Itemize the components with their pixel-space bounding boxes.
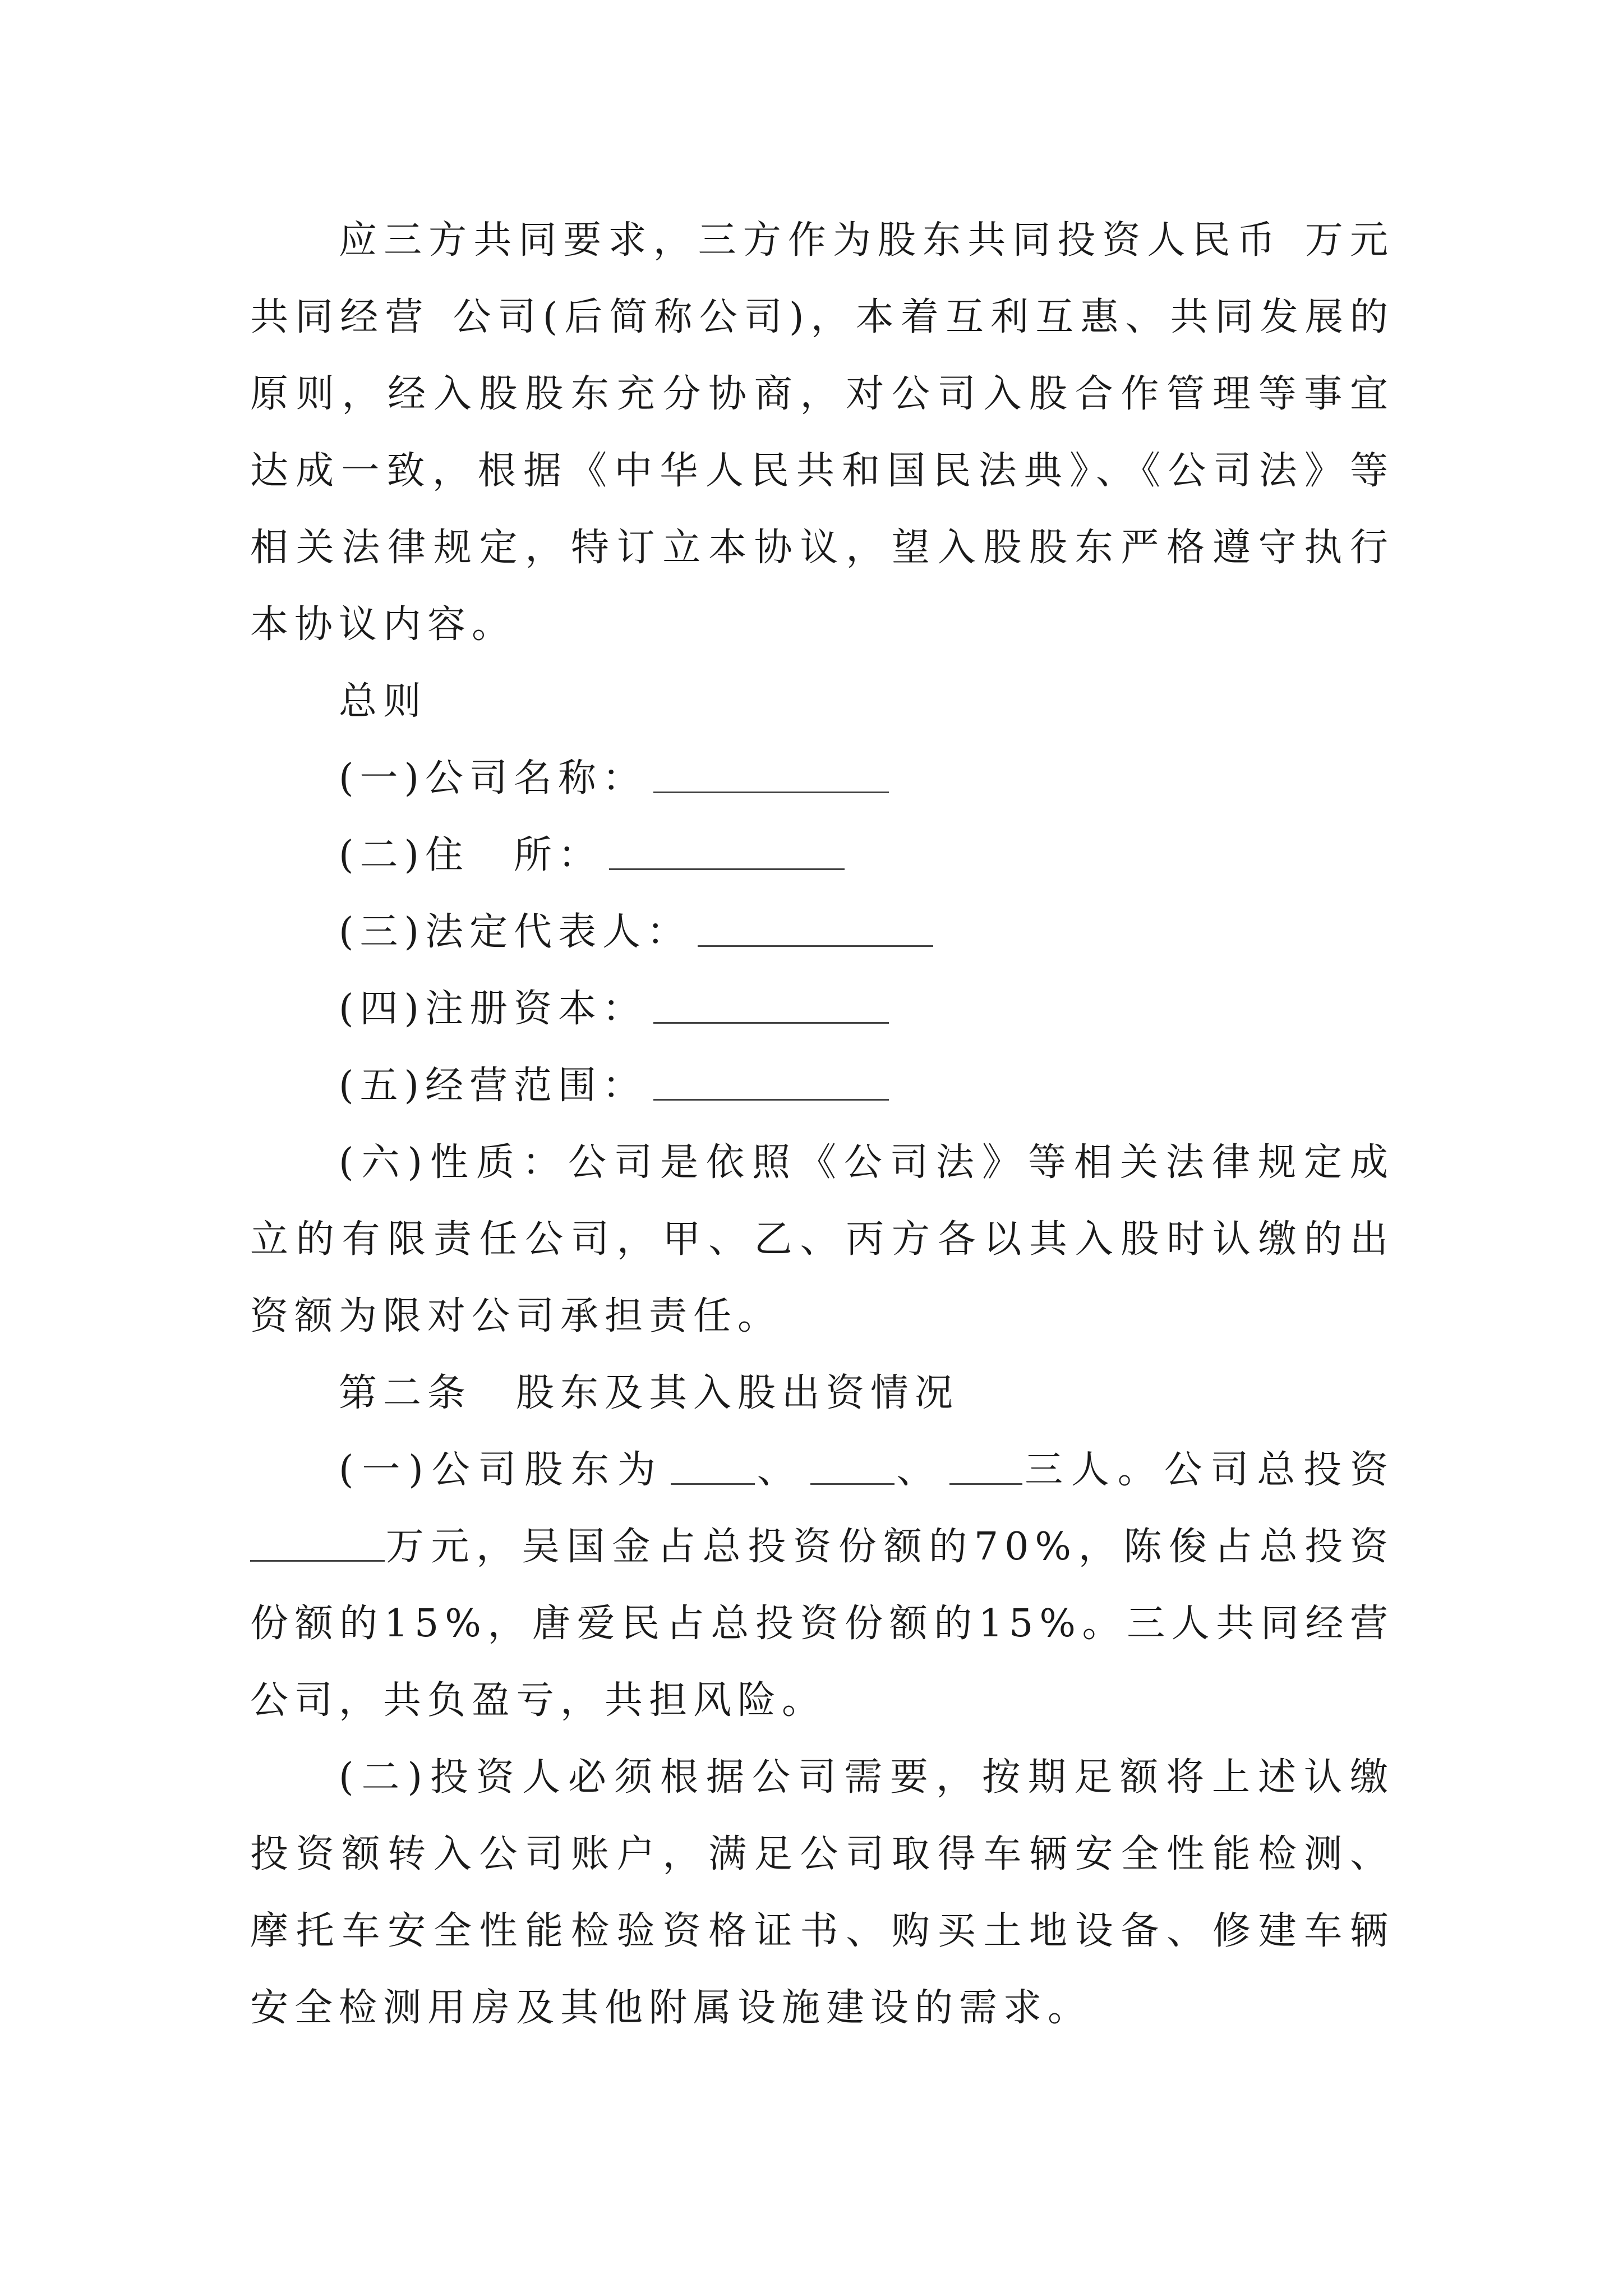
company-name-line [250, 740, 1394, 817]
document-body [250, 202, 1394, 2046]
company-name-label: (一)公司名称： [339, 756, 647, 800]
legal-rep-line [250, 894, 1394, 970]
address-line [250, 817, 1394, 894]
total-investment-field[interactable] [250, 1526, 385, 1562]
intro-text-3: 公司(后简称公司)，本着互利互惠、共同发展的原则，经入股股东充分协商，对公司入股合作管理等事宜达成一致，根据《中华人民共和国民法典》、《公司法》等相关法律规定，特订立本协议，望入股股东严格遵守执行本协议内容。 [250, 295, 1394, 647]
scope-line [250, 1047, 1394, 1124]
separator-2: 、 [894, 1448, 943, 1492]
shareholder-2-field[interactable] [810, 1450, 895, 1485]
shareholders-text-1: (一)公司股东为 [339, 1448, 664, 1492]
intro-text-1: 应三方共同要求，三方作为股东共同投资人民币 [339, 218, 1282, 263]
general-heading: 总则 [339, 679, 428, 724]
capital-field[interactable] [653, 988, 889, 1024]
nature-paragraph: (六)性质：公司是依照《公司法》等相关法律规定成立的有限责任公司，甲、乙、丙方各以其入股时认缴的出资额为限对公司承担责任。 [250, 1140, 1394, 1338]
article2-heading: 第二条 股东及其入股出资情况 [339, 1371, 960, 1415]
legal-rep-field[interactable] [698, 912, 933, 947]
shareholders-paragraph [250, 1432, 1394, 1739]
address-label: (二)住 所： [339, 833, 603, 877]
scope-field[interactable] [653, 1065, 889, 1101]
shareholders-text-3: 万元，吴国金占总投资份额的70%，陈俊占总投资份额的15%，唐爱民占总投资份额的15%。三人共同经营公司，共负盈亏，共担风险。 [250, 1525, 1394, 1723]
intro-paragraph [250, 202, 1394, 663]
separator-1: 、 [754, 1448, 804, 1492]
shareholders-text-2: 三人。公司总投资 [1022, 1448, 1394, 1492]
capital-line [250, 970, 1394, 1047]
address-field[interactable] [609, 835, 845, 870]
capital-label: (四)注册资本： [339, 987, 647, 1031]
shareholder-3-field[interactable] [949, 1450, 1022, 1485]
company-name-field[interactable] [653, 758, 889, 793]
legal-rep-label: (三)法定代表人： [339, 910, 691, 954]
investment-paragraph: (二)投资人必须根据公司需要，按期足额将上述认缴投资额转入公司账户，满足公司取得车辆安全性能检测、摩托车安全性能检验资格证书、购买土地设备、修建车辆安全检测用房及其他附属设施建设的需求。 [250, 1755, 1394, 2030]
intro-text-2: 万元共同经营 [250, 218, 1394, 339]
scope-label: (五)经营范围： [339, 1064, 647, 1108]
shareholder-1-field[interactable] [671, 1450, 755, 1485]
